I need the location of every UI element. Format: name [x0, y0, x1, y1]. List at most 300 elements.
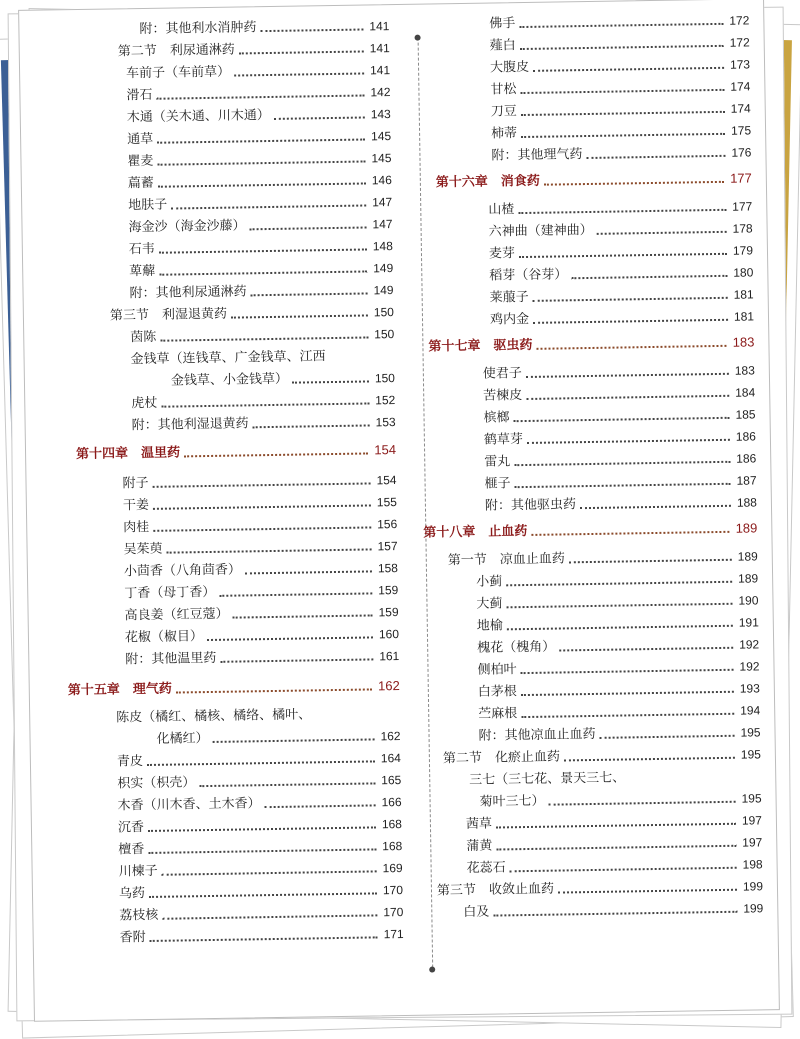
leader-dots	[536, 345, 726, 350]
toc-page-number: 152	[375, 393, 396, 408]
leader-dots	[162, 914, 377, 919]
toc-entry-title: 枳实（枳壳）	[117, 775, 196, 792]
leader-dots	[260, 28, 363, 32]
leader-dots	[514, 417, 730, 422]
toc-page-number: 199	[743, 901, 764, 916]
toc-entry	[467, 855, 763, 878]
leader-dots	[564, 757, 735, 762]
toc-entry-title: 花椒（椒目）	[124, 629, 204, 646]
toc-page-number: 154	[376, 473, 397, 488]
leader-dots	[158, 182, 366, 187]
toc-entry-title: 第十七章 驱虫药	[428, 337, 533, 355]
toc-page-number: 141	[369, 41, 390, 56]
leader-dots	[533, 297, 728, 302]
toc-page-number: 189	[737, 549, 758, 564]
toc-entry-title: 稻芽（谷芽）	[489, 267, 568, 284]
toc-entry-title: 萆薢	[129, 263, 156, 280]
toc-entry-title: 莱菔子	[489, 289, 529, 306]
leader-dots	[526, 395, 729, 400]
leader-dots	[167, 548, 372, 553]
leader-dots	[274, 116, 365, 119]
leader-dots	[521, 111, 725, 116]
toc-entry-title: 第二节 化瘀止血药	[442, 749, 561, 767]
toc-entry-title: 瞿麦	[127, 153, 154, 170]
toc-entry	[483, 383, 755, 405]
toc-entry-title: 车前子（车前草）	[125, 64, 231, 82]
toc-page-number: 145	[371, 151, 392, 166]
toc-entry-title: 大腹皮	[489, 59, 530, 76]
toc-entry	[448, 547, 758, 570]
toc-page-number: 181	[733, 309, 755, 324]
toc-entry-title: 萹蓄	[127, 175, 154, 192]
toc-entry-title: 鹤草芽	[483, 432, 524, 448]
toc-page-number: 186	[735, 429, 756, 444]
leader-dots	[493, 911, 737, 917]
leader-dots	[526, 373, 729, 378]
toc-entry	[118, 837, 402, 859]
toc-entry-title: 苦楝皮	[483, 388, 523, 404]
leader-dots	[150, 936, 378, 942]
toc-entry-title: 小蓟	[476, 574, 503, 590]
toc-page-number: 176	[731, 145, 752, 160]
toc-entry	[490, 285, 754, 307]
toc-entry-title: 高良姜（红豆蔻）	[124, 606, 229, 624]
toc-page-number: 184	[735, 385, 756, 400]
toc-page-number: 199	[742, 879, 764, 894]
leader-dots	[245, 570, 372, 574]
toc-page-number: 157	[377, 539, 398, 554]
toc-page-number: 192	[739, 659, 760, 674]
toc-entry-title: 附：其他利湿退黄药	[131, 416, 249, 434]
toc-entry	[156, 727, 400, 749]
toc-page-number: 150	[374, 327, 395, 342]
leader-dots	[292, 380, 369, 383]
leader-dots	[569, 559, 732, 564]
toc-entry-title: 茵陈	[130, 329, 157, 346]
toc-entry-title: 白茅根	[477, 684, 518, 700]
toc-chapter-entry	[436, 169, 752, 192]
toc-page-number: 166	[381, 794, 402, 810]
toc-entry	[479, 789, 761, 811]
toc-entry-title: 榧子	[484, 476, 511, 492]
toc-entry	[483, 361, 755, 383]
toc-page-number: 148	[372, 239, 393, 254]
toc-page-number: 156	[377, 517, 398, 532]
leader-dots	[171, 204, 366, 209]
toc-page-number: 177	[730, 170, 752, 186]
toc-page-number: 178	[732, 221, 753, 236]
toc-entry-title: 六神曲（建神曲）	[488, 222, 593, 240]
toc-entry-title: 第十八章 止血药	[423, 523, 528, 541]
toc-entry	[124, 581, 398, 603]
toc-entry-title: 白及	[463, 904, 490, 921]
toc-entry	[117, 771, 401, 793]
leader-dots	[520, 45, 724, 50]
leader-dots	[220, 658, 373, 662]
toc-page-number: 198	[742, 857, 763, 872]
toc-entry	[478, 723, 760, 745]
toc-entry-title: 小茴香（八角茴香）	[123, 562, 242, 580]
toc-page-number: 153	[375, 415, 396, 430]
toc-page-number: 165	[381, 772, 402, 788]
toc-entry-title: 滑石	[126, 87, 153, 104]
toc-page-number: 150	[374, 371, 396, 386]
toc-entry	[477, 613, 759, 635]
toc-page-number: 197	[741, 813, 763, 828]
toc-page-number: 195	[740, 725, 761, 740]
toc-page-number: 170	[382, 882, 404, 898]
toc-entry	[126, 61, 390, 83]
leader-dots	[506, 581, 732, 587]
leader-dots	[153, 482, 371, 487]
toc-page-number: 159	[378, 583, 399, 598]
leader-dots	[580, 505, 731, 509]
toc-entry	[132, 413, 396, 435]
toc-page-number: 181	[733, 287, 754, 302]
toc-entry-title: 雷丸	[484, 454, 511, 470]
leader-dots	[531, 531, 729, 536]
leader-dots	[510, 867, 737, 873]
toc-page-number: 197	[742, 835, 763, 850]
toc-entry-title: 麦芽	[488, 246, 516, 262]
toc-entry	[484, 449, 756, 471]
toc-entry-title: 蒲黄	[466, 838, 493, 854]
toc-entry-title: 第三节 利湿退黄药	[109, 306, 228, 324]
leader-dots	[153, 504, 371, 509]
toc-entry	[491, 99, 751, 121]
toc-page-number: 177	[732, 199, 753, 214]
toc-entry	[483, 405, 755, 427]
leader-dots	[519, 253, 727, 258]
leader-dots	[213, 738, 375, 743]
leader-dots	[148, 826, 376, 832]
leader-dots	[527, 439, 730, 444]
toc-entry	[117, 793, 401, 815]
toc-entry-title: 附：其他驱虫药	[484, 497, 577, 514]
toc-entry	[129, 281, 393, 303]
toc-entry-title: 槐花（槐角）	[477, 639, 556, 656]
toc-entry	[119, 881, 403, 903]
toc-page-number: 159	[378, 605, 399, 620]
toc-page-number: 172	[729, 35, 750, 50]
toc-entry	[127, 105, 391, 127]
toc-page-number: 147	[372, 217, 393, 232]
toc-page-number: 174	[730, 79, 751, 94]
toc-page-number: 191	[738, 615, 759, 630]
toc-entry	[477, 657, 759, 679]
toc-entry	[469, 767, 761, 790]
toc-entry	[171, 369, 395, 391]
leader-dots	[207, 636, 373, 641]
toc-entry	[128, 193, 392, 215]
leader-dots	[250, 226, 367, 230]
toc-entry-title: 木通（关木通、川木通）	[126, 107, 270, 126]
leader-dots	[507, 603, 733, 609]
toc-entry-title: 第二节 利尿通淋药	[117, 42, 235, 60]
leader-dots	[162, 870, 377, 875]
toc-entry-title: 香附	[119, 930, 146, 946]
toc-entry	[128, 215, 392, 237]
toc-page-number: 161	[379, 649, 400, 664]
leader-dots	[549, 801, 736, 806]
toc-entry	[443, 745, 761, 768]
toc-entry	[117, 749, 401, 771]
leader-dots	[253, 424, 370, 428]
toc-page-number: 183	[734, 363, 755, 378]
toc-entry-title: 第三节 收敛止血药	[436, 881, 555, 899]
toc-entry	[437, 877, 763, 900]
toc-page-number: 146	[371, 173, 392, 188]
toc-entry	[116, 705, 400, 727]
toc-page	[18, 0, 780, 1022]
leader-dots	[176, 688, 372, 693]
toc-entry-title: 花蕊石	[466, 860, 506, 876]
toc-entry-title: 青皮	[116, 754, 144, 770]
toc-entry	[120, 925, 404, 947]
leader-dots	[586, 155, 725, 159]
leader-dots	[231, 314, 368, 318]
toc-entry	[139, 17, 389, 39]
toc-entry	[129, 237, 393, 259]
toc-entry-title: 刀豆	[490, 104, 517, 120]
toc-entry	[490, 55, 750, 77]
leader-dots	[558, 889, 737, 894]
leader-dots	[219, 592, 372, 596]
toc-chapter-entry	[428, 333, 754, 356]
toc-entry-title: 侧柏叶	[477, 662, 517, 678]
leader-dots	[521, 133, 725, 138]
toc-entry	[131, 391, 395, 413]
leader-dots	[496, 845, 736, 851]
toc-entry	[118, 815, 402, 837]
toc-entry-title: 吴茱萸	[123, 541, 163, 558]
divider-dot	[429, 966, 435, 972]
toc-entry	[125, 647, 399, 669]
leader-dots	[514, 461, 730, 466]
toc-entry	[478, 701, 760, 723]
toc-page-number: 187	[736, 473, 757, 488]
toc-entry-title: 石韦	[128, 241, 156, 258]
toc-entry	[123, 515, 397, 537]
toc-entry-title: 菊叶三七）	[479, 793, 545, 810]
leader-dots	[158, 160, 366, 165]
toc-entry-title: 第十五章 理气药	[67, 681, 172, 699]
leader-dots	[559, 647, 733, 652]
leader-dots	[544, 181, 724, 186]
toc-entry	[123, 537, 397, 559]
leader-dots	[157, 94, 365, 99]
toc-page-number: 186	[736, 451, 757, 466]
toc-entry	[466, 833, 762, 856]
toc-entry	[123, 493, 397, 515]
leader-dots	[521, 691, 734, 696]
toc-entry-title: 虎杖	[131, 395, 158, 412]
leader-dots	[147, 760, 375, 766]
toc-entry	[124, 603, 398, 625]
toc-entry-title: 薤白	[489, 38, 516, 54]
toc-page-number: 190	[738, 593, 759, 608]
toc-entry-title: 地榆	[476, 618, 503, 634]
toc-entry-title: 第十四章 温里药	[75, 445, 181, 463]
toc-entry	[489, 263, 753, 285]
toc-entry-title: 附子	[122, 475, 149, 492]
toc-entry-title: 木香（川木香、土木香）	[117, 796, 261, 814]
toc-entry	[126, 83, 390, 105]
toc-page-number: 174	[730, 101, 751, 116]
toc-page-number: 175	[730, 123, 752, 138]
toc-entry	[118, 39, 390, 61]
toc-page-number: 171	[383, 926, 404, 942]
toc-entry-title: 肉桂	[123, 519, 150, 536]
toc-page-number: 145	[370, 129, 392, 144]
toc-page-number: 155	[376, 495, 397, 510]
toc-entry	[128, 171, 392, 193]
toc-entry	[484, 427, 756, 449]
leader-dots	[160, 336, 368, 341]
toc-entry-title: 茜草	[465, 816, 493, 832]
toc-entry-title: 第一节 凉血止血药	[447, 551, 565, 569]
leader-dots	[520, 89, 724, 94]
leader-dots	[515, 483, 731, 488]
toc-page-number: 142	[370, 85, 391, 100]
toc-page-number: 162	[380, 729, 401, 744]
toc-page-number: 154	[374, 442, 397, 458]
leader-dots	[597, 231, 727, 235]
toc-page-number: 188	[736, 495, 758, 510]
column-divider	[418, 43, 434, 968]
toc-entry-title: 川楝子	[118, 863, 158, 880]
toc-page-number: 195	[741, 791, 762, 806]
toc-page-number: 172	[729, 13, 750, 28]
toc-entry-title: 柿蒂	[490, 126, 518, 142]
toc-page-number: 162	[377, 678, 400, 694]
toc-page-number: 141	[369, 63, 391, 78]
toc-entry-title: 檀香	[118, 842, 145, 858]
toc-page-number: 150	[373, 305, 395, 320]
toc-entry-title: 附：其他凉血止血药	[478, 726, 596, 744]
leader-dots	[533, 319, 728, 324]
toc-entry	[490, 307, 754, 329]
toc-entry-title: 丁香（母丁香）	[124, 584, 216, 602]
toc-chapter-entry	[76, 441, 396, 464]
toc-entry-title: 附：其他温里药	[125, 650, 217, 668]
toc-page-number: 180	[733, 265, 754, 280]
toc-chapter-entry	[423, 519, 757, 542]
toc-entry	[490, 33, 750, 55]
leader-dots	[159, 248, 367, 253]
toc-page-number: 170	[383, 904, 404, 920]
toc-page-number: 189	[737, 571, 759, 586]
toc-entry-title: 附：其他利水消肿药	[139, 20, 257, 38]
leader-dots	[149, 892, 377, 898]
leader-dots	[518, 209, 726, 214]
toc-page-number: 195	[740, 747, 761, 762]
toc-page-number: 141	[369, 19, 390, 34]
leader-dots	[519, 23, 723, 28]
toc-entry-title: 附：其他利尿通淋药	[129, 284, 247, 302]
toc-page-number: 168	[382, 838, 403, 854]
toc-page-number: 158	[377, 561, 399, 576]
toc-entry-title: 使君子	[482, 366, 523, 382]
toc-entry	[130, 347, 394, 369]
toc-entry	[127, 127, 391, 149]
toc-entry	[476, 591, 758, 613]
toc-page-number: 143	[370, 107, 391, 122]
leader-dots	[533, 67, 724, 72]
toc-entry-title: 地肤子	[128, 197, 168, 214]
toc-entry	[476, 569, 758, 591]
toc-entry	[463, 899, 763, 922]
toc-entry-title: 附：其他理气药	[491, 147, 583, 164]
toc-entry-title: 海金沙（海金沙藤）	[128, 218, 246, 236]
toc-page-number: 194	[740, 703, 761, 718]
toc-entry	[478, 679, 760, 701]
toc-entry-title: 大蓟	[476, 596, 503, 612]
toc-page-number: 173	[729, 57, 751, 72]
toc-entry	[488, 197, 752, 219]
toc-entry	[485, 493, 757, 515]
toc-entry-title: 金钱草（连钱草、广金钱草、江西	[130, 349, 326, 368]
toc-entry	[477, 635, 759, 657]
leader-dots	[234, 72, 364, 76]
toc-entry	[466, 811, 762, 834]
leader-dots	[161, 402, 369, 407]
leader-dots	[184, 452, 368, 457]
toc-page-number: 164	[380, 751, 402, 766]
toc-entry-title: 第十六章 消食药	[435, 173, 540, 191]
toc-entry	[491, 121, 751, 143]
leader-dots	[199, 782, 375, 787]
leader-dots	[265, 804, 376, 808]
toc-entry	[110, 303, 394, 325]
toc-entry-title: 化橘红）	[156, 731, 209, 747]
toc-page-number: 193	[739, 681, 760, 696]
toc-page-number: 149	[373, 283, 394, 298]
toc-page-number: 192	[739, 637, 760, 652]
toc-entry-title: 甘松	[490, 82, 517, 98]
leader-dots	[233, 614, 373, 618]
leader-dots	[496, 823, 736, 829]
toc-entry	[490, 77, 750, 99]
toc-entry	[491, 143, 751, 165]
toc-page-number: 179	[732, 243, 754, 258]
toc-entry	[124, 559, 398, 581]
leader-dots	[507, 625, 733, 631]
leader-dots	[600, 735, 735, 739]
toc-entry	[489, 11, 749, 33]
toc-entry	[489, 219, 753, 241]
leader-dots	[239, 50, 364, 54]
leader-dots	[159, 270, 367, 275]
toc-chapter-entry	[68, 677, 400, 700]
toc-entry-title: 金钱草、小金钱草）	[170, 371, 289, 389]
toc-entry-title: 沉香	[117, 820, 145, 836]
toc-entry	[119, 903, 403, 925]
divider-dot	[415, 35, 421, 41]
toc-entry	[122, 471, 396, 493]
toc-entry	[125, 625, 399, 647]
toc-page-number: 160	[378, 627, 400, 642]
toc-page-number: 168	[381, 816, 403, 832]
toc-entry-title: 三七（三七花、景天三七、	[469, 770, 626, 788]
toc-entry	[130, 325, 394, 347]
toc-page-number: 147	[372, 195, 393, 210]
toc-entry	[484, 471, 756, 493]
toc-entry-title: 通草	[127, 131, 154, 148]
toc-entry	[129, 259, 393, 281]
toc-entry-title: 山楂	[488, 202, 515, 218]
leader-dots	[521, 669, 734, 674]
